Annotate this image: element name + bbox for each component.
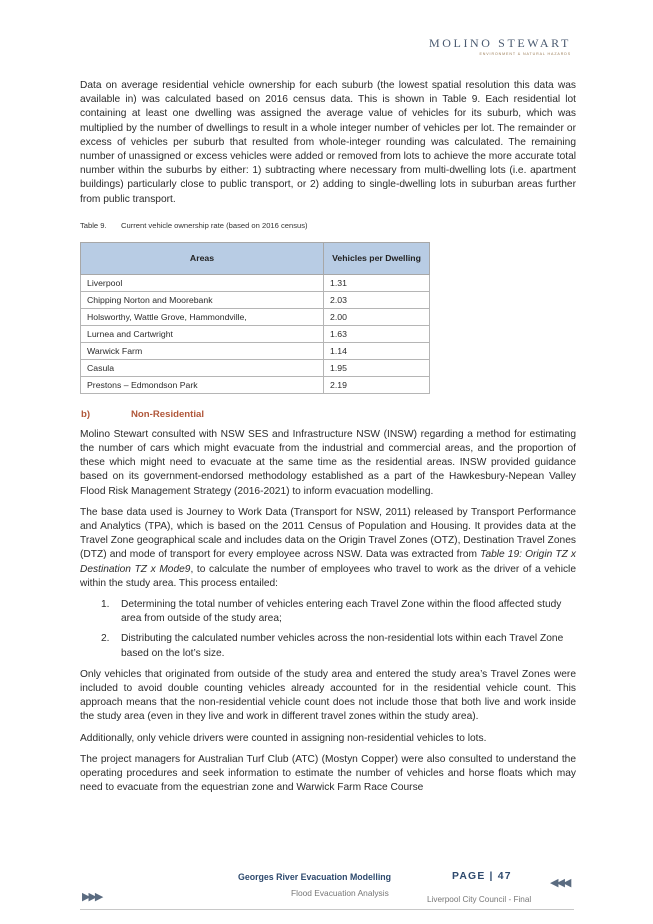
table-caption-text: Current vehicle ownership rate (based on 2016 census): [121, 220, 308, 230]
table-caption-number: Table 9.: [80, 220, 107, 230]
area-cell: Lurnea and Cartwright: [81, 325, 324, 342]
area-cell: Holsworthy, Wattle Grove, Hammondville,: [81, 308, 324, 325]
section-title: Non-Residential: [131, 408, 205, 420]
list-item-text: Determining the total number of vehicles entering each Travel Zone within the flood affected study area from outside of the study area;: [121, 599, 562, 625]
vehicle-ownership-table: [80, 242, 430, 394]
section-label: b): [81, 408, 91, 420]
table-header-row: [81, 242, 430, 274]
consultation-paragraph: Molino Stewart consulted with NSW SES and Infrastructure NSW (INSW) regarding a method for estimating the number of cars which might evacuate from the industrial and commercial areas, and the proportion of these which might need to evacuate at the same time as the residential areas. INSW provided guidance based on its government-endorsed methodology established as a part of the Hawkesbury-Nepean Valley Flood Risk Management Strategy (2016-2021) to inform evacuation modelling.: [80, 428, 576, 497]
column-header-vehicles: Vehicles per Dwelling: [324, 242, 430, 274]
value-cell: 2.19: [324, 376, 430, 393]
area-cell: Chipping Norton and Moorebank: [81, 291, 324, 308]
double-count-paragraph: Only vehicles that originated from outside of the study area and entered the study area’s Travel Zones were included to avoid double counting vehicles already accounted for in the residential vehicle count. This approach means that the non-residential vehicle count does not include those that both live and work inside the study area (even in they live and work in different travel zones within the study area).: [80, 668, 576, 723]
list-item: [80, 598, 576, 626]
list-item-number: 2.: [101, 633, 110, 645]
base-data-paragraph: [80, 506, 576, 591]
footer-report-title: Georges River Evacuation Modelling: [238, 872, 392, 882]
table-row: [81, 308, 430, 325]
logo-name: MOLINO STEWART: [428, 36, 571, 50]
value-cell: 2.00: [324, 308, 430, 325]
company-logo: [429, 36, 571, 56]
value-cell: 1.95: [324, 359, 430, 376]
footer-divider: [80, 909, 574, 910]
base-data-table-reference: Table 19: Origin TZ x Destination TZ x Mode9: [80, 549, 576, 575]
value-cell: 1.14: [324, 342, 430, 359]
area-cell: Liverpool: [81, 274, 324, 291]
value-cell: 2.03: [324, 291, 430, 308]
table-row: [81, 359, 430, 376]
base-data-text-start: The base data used is Journey to Work Data (Transport for NSW, 2011) released by Transport Performance and Analytics (TPA), which is based on the 2011 Census of Population and Housing. It provides data at the Travel Zone geographical scale and includes data on the Origin Travel Zones (OTZ), Destination Travel Zones (DTZ) and mode of transport for every employee across NSW. Data was extracted from: [80, 506, 576, 561]
left-arrows-icon: ◀◀◀: [550, 877, 570, 889]
logo-tagline: ENVIRONMENT & NATURAL HAZARDS: [479, 52, 571, 56]
right-arrows-icon: ▶▶▶: [82, 891, 102, 903]
value-cell: 1.31: [324, 274, 430, 291]
value-cell: 1.63: [324, 325, 430, 342]
base-data-text-end: , to calculate the number of employees who travel to work as the driver of a vehicle within the study area. This process entailed:: [80, 563, 576, 589]
area-cell: Casula: [81, 359, 324, 376]
area-cell: Prestons – Edmondson Park: [81, 376, 324, 393]
section-heading-non-residential: [80, 409, 576, 420]
table-row: [81, 376, 430, 393]
column-header-areas: Areas: [81, 242, 324, 274]
process-steps-list: [80, 598, 576, 661]
area-cell: Warwick Farm: [81, 342, 324, 359]
drivers-paragraph: Additionally, only vehicle drivers were counted in assigning non-residential vehicles to lots.: [80, 732, 487, 744]
page-number: PAGE | 47: [452, 871, 512, 882]
table-row: [81, 325, 430, 342]
footer-subtitle: Flood Evacuation Analysis: [291, 888, 389, 898]
table-row: [81, 274, 430, 291]
list-item-number: 1.: [101, 599, 110, 611]
table-row: [81, 291, 430, 308]
atc-paragraph: The project managers for Australian Turf Club (ATC) (Mostyn Copper) were also consulted to understand the operating procedures and seek information to estimate the number of vehicles and horse floats which may need to evacuate from the equestrian zone and Warwick Farm Race Course: [80, 753, 576, 794]
table-caption: [80, 221, 576, 230]
list-item-text: Distributing the calculated number vehicles across the non-residential lots within each Travel Zone based on the lot’s size.: [121, 633, 564, 659]
list-item: [80, 632, 576, 660]
table-row: [81, 342, 430, 359]
intro-paragraph: Data on average residential vehicle ownership for each suburb (the lowest spatial resolution this data was available in) was calculated based on 2016 census data. This is shown in Table 9. Each residential lot containing at least one dwelling was assigned the average value of vehicles for its suburb, which was multiplied by the number of dwellings to result in a whole integer number of vehicles per lot. The remainder or excess of vehicles per suburb that resulted from whole-integer rounding was calculated. The remaining number of unassigned or excess vehicles were added or removed from lots to achieve the more accurate total number within the suburbs by either: 1) subtracting where necessary from multi-dwelling lots (i.e. apartment buildings) particularly close to public transport, or 2) adding to single-dwelling lots in suburban areas further from public transport.: [80, 80, 576, 205]
page-content: [80, 79, 576, 803]
footer-client: Liverpool City Council - Final: [427, 895, 532, 904]
